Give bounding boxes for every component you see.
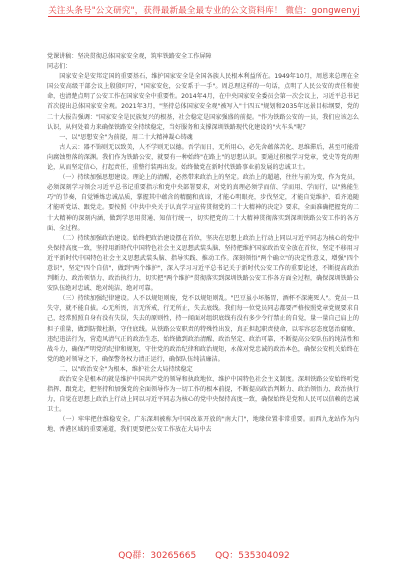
document-body: [47, 52, 359, 436]
paragraph: （三）持续加强纪律建设。人不以规矩则废，党不以规矩则乱。"巴豆虽小坏肠胃，酒杯不深淹死人"。党员一旦失守，就不能自拔。心无所畏，言无所戒，行无所止，失去底线。我们每一位党员同志都要严格按照党章党规要求自己，经常照照自身有没有失误，失去的原则性，持一闻面对组织底线有没有多少令行禁止的自觉，量一量自己肩上的担子重量，做到防微杜渐，守住底线。从铁路公安职责的特殊性出发，真正担起职责使命，以零容忍态度惩治腐败、违纪违法行为，营造风清气正的政治生态，始终做到政治清醒、政治坚定、政治可靠，不断提高公安队伍的纯洁性和战斗力，确保严明党的纪律和规矩，守住党的政治纪律和政治规矩，永葆对党忠诚的政治本色，确保公安机关始终在党的绝对领导之下，确保警务权力清正运行，确保队伍纯洁廉洁。: [47, 295, 359, 363]
paragraph: （一）持续加强思想建设。理论上的清醒，必然带来政治上的坚定。政治上的超越，往往与前为变，作为党员，必须深刻学习领会习近平总书记重要指示和党中央部署要求，对党的真理必须学而信、学而用、学而行，以"熟能生巧"的节奏，自觉锤炼忠诚品质，掌握其中蕴含的精髓和真谛，才能心明眼亮，步伐坚定，才能自觉维护、看齐追随才能听党话、跟党走。要按照《中共中央关于认真学习宣传贯彻党的二十大精神的决定》要求，全面准确把握党的二十大精神的深刻内涵，做到学思用贯通、知信行统一，切实把党的二十大精神贯彻落实到深圳铁路公安工作的各方面、全过程。: [47, 174, 359, 232]
paragraph: 国家安全是安邦定国的重要基石，维护国家安全是全国各族人民根本利益所在。1949年10月，周恩来总理在全国公安高级干部会议上殷殷叮咛，"国家安危，公安系于一手"。周总理这样的一句话，点明了人民公安的责任和使命，也清楚点明了公安工作在国家安全中重要性。2014年4月，在中央国家安全委员会第一次会议上，习近平总书记首次提出总体国家安全观。2021年3月，"坚持总体国家安全观"被写入"十四五"规划和2035年远景目标纲要，党的二十大报告强调："国家安全是民族复兴的根基，社会稳定是国家强盛的前提。"作为铁路公安的一员，我们应该怎么认识，从何处着力来确保铁路安全持续稳定，当好服务和支撑深圳铁路现代化建设的"火车头"呢？: [47, 73, 359, 131]
greeting: 同志们：: [47, 63, 72, 71]
paragraph: 古人云：器不饰则无以致美，人不学则无以德。吾学而日，无所用心，必先舍蕴落苦化、思维滞后，甚至可能滑向腐蚀堕落的深渊。我们作为铁路公安，就要有一种始终"在路上"的思想认识。要通过积极学习党章，党史等党的理论，从而坚定信心，打起责任，重整行装再出发。始终做党在新时代铁路事业前发展的忠诚卫士。: [47, 143, 359, 172]
footer-contact: [0, 548, 408, 561]
watermark-banner: 关注头条号"公文研究"，获得最新最全最专业的公文资料库！ 微信：gongwenyj: [48, 6, 360, 16]
paragraph: 政治安全是根本的就是维护中国共产党的领导和执政地位、维护中国特色社会主义制度。深圳铁路公安始终听党指挥、跟党走，把坚持和加强党的全面领导作为一切工作的根本前提，不断提高政治判断力、政治领悟力、政治执行力，自觉在思想上政治上行动上同以习近平同志为核心的党中央保持高度一致，确保始终是党和人民可以信赖的忠诚卫士。: [47, 376, 359, 414]
section-heading: 二、以"政治安全"为根本，维护社会大局持续稳定: [59, 365, 193, 373]
paragraph: （二）持续加强政治建设。始终把政治建设摆在首位，坚决在思想上政治上行动上同以习近平同志为核心的党中央保持高度一致，坚持用新時代中国特色社会主义思想武装头脑、坚持把维护国家政治安全放在首位，坚定不移用习近平新时代中国特色社会主义思想武装头脑、指导实践、推动工作。深刻领悟"两个确立"的决定性意义，增强"四个意识"，坚定"四个自信"，做到"两个维护"，深入学习习近平总书记关于新时代公安工作的重要论述，不断提高政治判断力、政治领悟力、政治执行力，切实把"两个维护"贯彻落实到深圳铁路公安工作各方面全过程，确保深圳铁路公安队伍绝对忠诚、绝对纯洁、绝对可靠。: [47, 234, 359, 293]
qq-group: QQ群：30265665: [118, 551, 197, 561]
document-title: 党课讲稿：坚决贯彻总体国家安全观，筑牢铁路安全工作屏障: [47, 53, 212, 60]
qq-number: QQ：535304092: [215, 551, 290, 561]
paragraph: （一）牢牢把住维稳安全。广东深圳被称为中国改革开放的"南大门"，地缘位置非常重要。而西九龙站作为内地、香港区域的重要通道，我们更要把公安工作放在大局中去: [47, 416, 359, 434]
section-heading: 一、以"思想安全"为前提，用二十大精神凝心铸魂: [59, 133, 193, 141]
